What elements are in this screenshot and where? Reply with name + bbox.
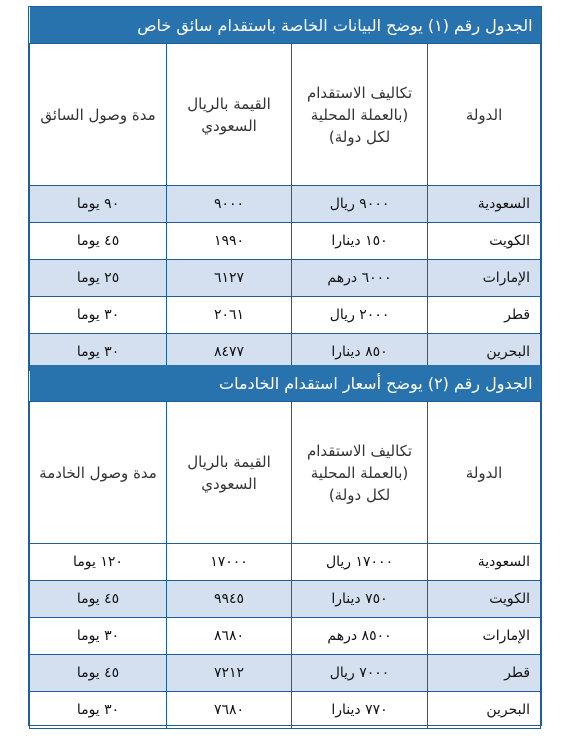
cell-country: البحرين bbox=[428, 334, 541, 371]
cell-sar-value: ٧٦٨٠ bbox=[167, 692, 292, 729]
cell-country: البحرين bbox=[428, 692, 541, 729]
maid-table bbox=[29, 365, 541, 729]
cell-local-cost: ٨٥٠ دينارا bbox=[292, 334, 428, 371]
cell-duration: ٤٥ يوما bbox=[30, 655, 167, 692]
cell-local-cost: ٩٠٠٠ ريال bbox=[292, 186, 428, 223]
cell-country: الكويت bbox=[428, 581, 541, 618]
header-country: الدولة bbox=[428, 402, 541, 544]
cell-sar-value: ١٧٠٠٠ bbox=[167, 544, 292, 581]
table-row bbox=[30, 581, 541, 618]
header-sar-value: القيمة بالريال السعودي bbox=[167, 402, 292, 544]
table-title: الجدول رقم (٢) يوضح أسعار استقدام الخادمات bbox=[30, 365, 541, 402]
cell-local-cost: ٢٠٠٠ ريال bbox=[292, 297, 428, 334]
cell-duration: ٣٠ يوما bbox=[30, 692, 167, 729]
cell-sar-value: ١٩٩٠ bbox=[167, 223, 292, 260]
cell-duration: ٣٠ يوما bbox=[30, 334, 167, 371]
table-row bbox=[30, 260, 541, 297]
table-row bbox=[30, 692, 541, 729]
cell-duration: ٩٠ يوما bbox=[30, 186, 167, 223]
table-title: الجدول رقم (١) يوضح البيانات الخاصة باستقدام سائق خاص bbox=[30, 7, 541, 44]
driver-table bbox=[29, 7, 541, 371]
cell-duration: ٣٠ يوما bbox=[30, 297, 167, 334]
table-row bbox=[30, 297, 541, 334]
table-row bbox=[30, 544, 541, 581]
header-country: الدولة bbox=[428, 44, 541, 186]
table-row bbox=[30, 618, 541, 655]
cell-sar-value: ٨٤٧٧ bbox=[167, 334, 292, 371]
header-duration: مدة وصول السائق bbox=[30, 44, 167, 186]
cell-local-cost: ٨٥٠٠ درهم bbox=[292, 618, 428, 655]
cell-local-cost: ٧٥٠ دينارا bbox=[292, 581, 428, 618]
table-row bbox=[30, 223, 541, 260]
cell-sar-value: ٩٠٠٠ bbox=[167, 186, 292, 223]
cell-country: قطر bbox=[428, 655, 541, 692]
cell-sar-value: ٩٩٤٥ bbox=[167, 581, 292, 618]
cell-country: الإمارات bbox=[428, 618, 541, 655]
cell-country: قطر bbox=[428, 297, 541, 334]
cell-duration: ٢٥ يوما bbox=[30, 260, 167, 297]
header-local-cost: تكاليف الاستقدام (بالعملة المحلية لكل دولة) bbox=[292, 44, 428, 186]
cell-local-cost: ٧٠٠٠ ريال bbox=[292, 655, 428, 692]
cell-country: الإمارات bbox=[428, 260, 541, 297]
cell-local-cost: ٦٠٠٠ درهم bbox=[292, 260, 428, 297]
tables-frame bbox=[28, 6, 542, 726]
cell-country: الكويت bbox=[428, 223, 541, 260]
cell-country: السعودية bbox=[428, 544, 541, 581]
cell-sar-value: ٨٦٨٠ bbox=[167, 618, 292, 655]
cell-duration: ٤٥ يوما bbox=[30, 581, 167, 618]
cell-duration: ١٢٠ يوما bbox=[30, 544, 167, 581]
table-row bbox=[30, 186, 541, 223]
cell-local-cost: ١٧٠٠٠ ريال bbox=[292, 544, 428, 581]
cell-country: السعودية bbox=[428, 186, 541, 223]
cell-sar-value: ٧٢١٢ bbox=[167, 655, 292, 692]
header-duration: مدة وصول الخادمة bbox=[30, 402, 167, 544]
table-row bbox=[30, 655, 541, 692]
header-sar-value: القيمة بالريال السعودي bbox=[167, 44, 292, 186]
cell-local-cost: ٧٧٠ دينارا bbox=[292, 692, 428, 729]
cell-sar-value: ٢٠٦١ bbox=[167, 297, 292, 334]
cell-sar-value: ٦١٢٧ bbox=[167, 260, 292, 297]
header-local-cost: تكاليف الاستقدام (بالعملة المحلية لكل دولة) bbox=[292, 402, 428, 544]
cell-duration: ٤٥ يوما bbox=[30, 223, 167, 260]
cell-duration: ٣٠ يوما bbox=[30, 618, 167, 655]
cell-local-cost: ١٥٠ دينارا bbox=[292, 223, 428, 260]
